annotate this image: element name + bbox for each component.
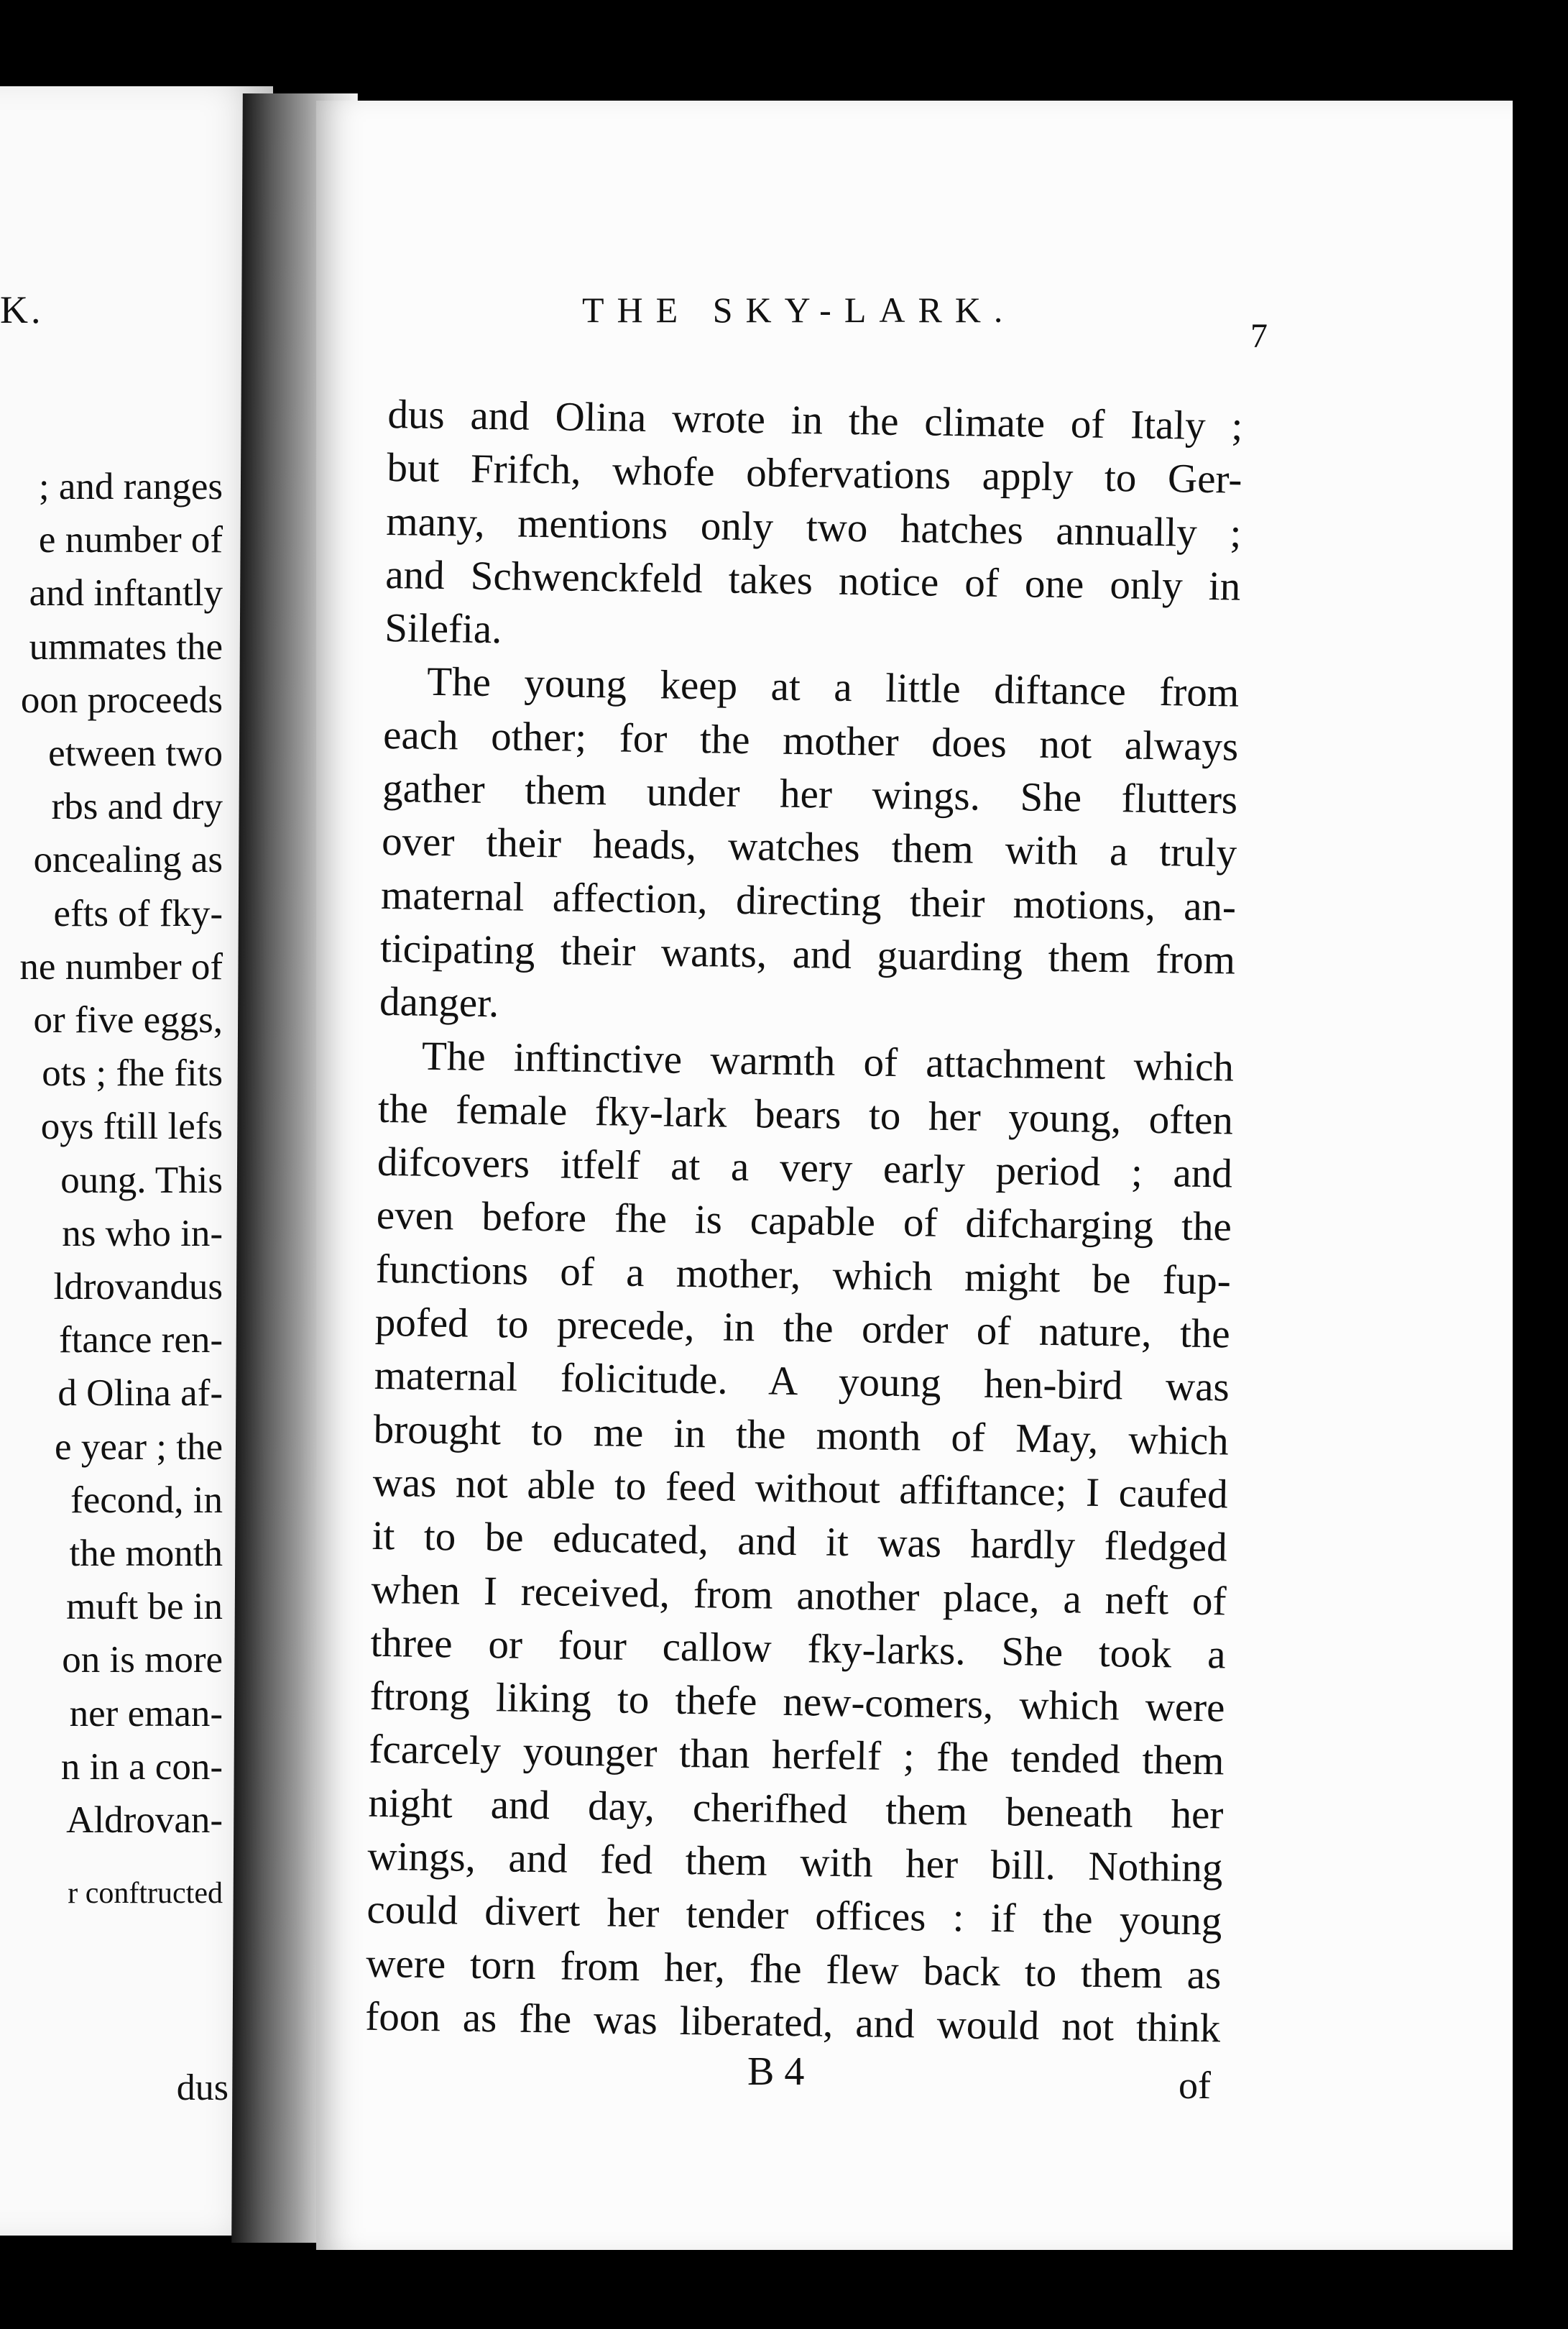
text-line: when I received, from another place, a neft of	[371, 1566, 1227, 1624]
text-line: danger.	[379, 979, 499, 1026]
text-line: ftrong liking to thefe new-comers, which were	[369, 1673, 1225, 1731]
body-text	[365, 388, 1243, 2056]
text-line: each other; for the mother does not always	[382, 712, 1239, 770]
text-line: even before fhe is capable of difcharging the	[376, 1193, 1232, 1250]
text-line: was not able to feed without affiftance; I caufed	[372, 1459, 1229, 1517]
left-text-line: ots ; fhe fits	[42, 1052, 223, 1095]
running-head: THE SKY-LARK.	[582, 290, 1016, 330]
left-text-line: n in a con-	[60, 1745, 223, 1788]
left-running-head: K.	[0, 288, 44, 331]
left-text-line: oung. This	[60, 1159, 223, 1201]
text-line: maternal folicitude. A young hen-bird was	[374, 1353, 1230, 1410]
text-line: maternal affection, directing their motions, an-	[380, 872, 1237, 930]
left-text-line: ner eman-	[69, 1692, 223, 1735]
left-text-line: ; and ranges	[38, 466, 223, 507]
left-text-line: d Olina af-	[57, 1372, 223, 1415]
text-line: dus and Olina wrote in the climate of Italy ;	[387, 391, 1243, 449]
left-text-line: e number of	[38, 519, 223, 561]
text-line: The young keep at a little diftance from	[426, 659, 1240, 717]
left-text-line: ftance ren-	[58, 1319, 223, 1361]
left-text-line: Aldrovan-	[66, 1799, 223, 1842]
left-text-line: ldrovandus	[53, 1266, 223, 1308]
text-line: fcarcely younger than herfelf ; fhe tended them	[369, 1727, 1225, 1784]
text-line: foon as fhe was liberated, and would not think	[364, 1993, 1221, 2052]
left-text-line: muft be in	[66, 1586, 223, 1628]
signature-mark: B 4	[747, 2049, 805, 2094]
text-line: were torn from her, fhe flew back to them as	[365, 1940, 1222, 1998]
text-line: could divert her tender offices : if the young	[366, 1887, 1222, 1944]
text-line: ticipating their wants, and guarding them from	[379, 925, 1236, 983]
left-text-line: efts of fky-	[53, 892, 223, 934]
text-line: Silefia.	[384, 605, 502, 653]
text-line: gather them under her wings. She flutters	[382, 766, 1238, 823]
right-page	[316, 101, 1513, 2250]
left-text-line: ummates the	[29, 625, 223, 668]
left-text-line: on is more	[62, 1639, 223, 1681]
text-line: functions of a mother, which might be fup-	[375, 1246, 1232, 1304]
left-text-line: oon proceeds	[20, 679, 223, 721]
text-line: but Frifch, whofe obfervations apply to Ger-	[387, 445, 1242, 502]
left-text-line: or five eggs,	[33, 999, 223, 1042]
left-text-line: the month	[69, 1533, 223, 1575]
text-line: The inftinctive warmth of attachment which	[421, 1033, 1235, 1090]
left-text-line: and inftantly	[29, 572, 223, 615]
text-line: night and day, cherifhed them beneath her	[368, 1780, 1224, 1838]
text-line: brought to me in the month of May, which	[373, 1406, 1230, 1464]
left-page	[0, 86, 273, 2236]
text-line: the female fky-lark bears to her young, often	[377, 1085, 1234, 1144]
left-text-line: oys ftill lefs	[40, 1106, 223, 1148]
text-line: pofed to precede, in the order of nature, the	[374, 1299, 1231, 1357]
left-text-line: e year ; the	[55, 1425, 223, 1468]
text-line: it to be educated, and it was hardly fledged	[372, 1513, 1228, 1571]
left-footnote: r conftructed	[68, 1877, 223, 1910]
left-text-line: ns who in-	[62, 1212, 223, 1254]
text-line: wings, and fed them with her bill. Nothing	[367, 1833, 1223, 1891]
left-text-line: ne number of	[19, 945, 223, 988]
text-line: over their heads, watches them with a truly	[381, 819, 1237, 876]
text-line: difcovers itfelf at a very early period ; and	[377, 1139, 1233, 1197]
text-line: three or four callow fky-larks. She took a	[370, 1620, 1226, 1678]
left-text-line: rbs and dry	[51, 786, 223, 828]
text-line: many, mentions only two hatches annually ;	[385, 498, 1242, 556]
left-text-line: fecond, in	[70, 1479, 223, 1521]
left-text-line: etween two	[48, 732, 223, 775]
left-text-line: oncealing as	[33, 839, 223, 881]
text-line: and Schwenckfeld takes notice of one only in	[384, 551, 1241, 610]
catchword: of	[1179, 2064, 1211, 2107]
page-number: 7	[1250, 317, 1268, 355]
left-catchword: dus	[176, 2067, 229, 2108]
left-text-column	[19, 460, 223, 1847]
